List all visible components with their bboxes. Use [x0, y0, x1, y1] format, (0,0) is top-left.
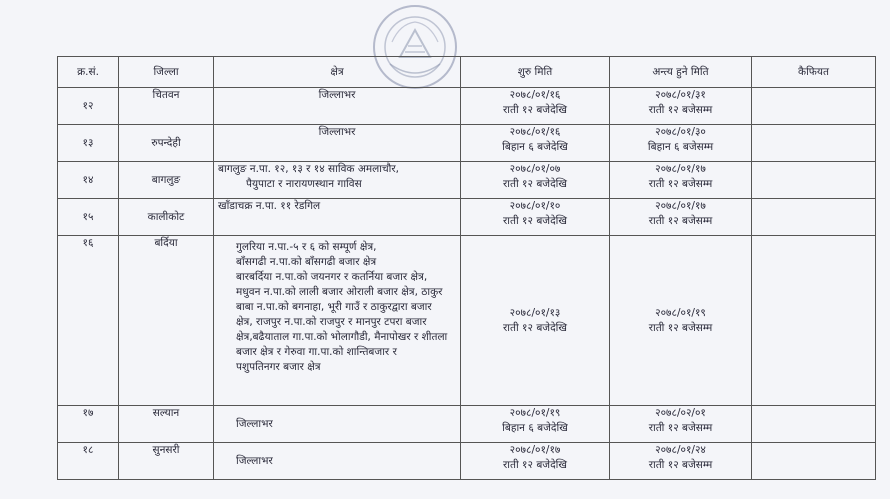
- row-area: [214, 236, 461, 406]
- row-district: बागलुङ: [119, 162, 214, 199]
- row-district: सल्यान: [119, 406, 214, 443]
- end-date: २०७८/०२/०१: [655, 407, 706, 419]
- area-line: क्षेत्र, राजपुर न.पा.को राजपुर र मानपुर टपरा बजार: [236, 316, 427, 328]
- start-date: २०७८/०१/१६: [509, 89, 561, 101]
- row-serial: १६: [58, 236, 119, 406]
- row-remarks: [752, 199, 876, 236]
- table-header-row: [58, 57, 876, 88]
- table-row: [58, 162, 876, 199]
- row-serial: १२: [58, 88, 119, 125]
- row-district: चितवन: [119, 88, 214, 125]
- row-start: [461, 406, 610, 443]
- start-date: २०७८/०१/१७: [509, 444, 561, 456]
- end-date: २०७८/०१/१७: [655, 163, 706, 175]
- area-line: पशुपतिनगर बजार क्षेत्र: [236, 361, 321, 373]
- area-line: पैयुपाटा र नारायणस्थान गाविस: [246, 178, 362, 190]
- start-date: २०७८/०१/१०: [509, 200, 561, 212]
- end-time: बिहान ६ बजेसम्म: [647, 141, 714, 153]
- start-time: बिहान ६ बजेदेखि: [502, 422, 568, 434]
- header-start-date: शुरु मिति: [461, 57, 610, 88]
- row-end: [610, 443, 752, 480]
- row-area: जिल्लाभर: [214, 443, 461, 480]
- row-district: कालीकोट: [119, 199, 214, 236]
- row-serial: १७: [58, 406, 119, 443]
- end-date: २०७८/०१/१९: [655, 306, 706, 319]
- area-line: क्षेत्र,बढैयाताल गा.पा.को भोलागौडी, मैनापोखर र शीतला: [236, 331, 448, 343]
- header-district: जिल्ला: [119, 57, 214, 88]
- start-time: राती १२ बजेदेखि: [503, 215, 567, 227]
- row-remarks: [752, 125, 876, 162]
- table-row: [58, 88, 876, 125]
- row-area: जिल्लाभर: [214, 406, 461, 443]
- row-district: रुपन्देही: [119, 125, 214, 162]
- start-date: २०७८/०१/०७: [509, 163, 561, 175]
- row-start: [461, 236, 610, 406]
- area-line: मधुवन न.पा.को लाली बजार ओराली बजार क्षेत्र, ठाकुर: [236, 286, 443, 298]
- area-line: बाबा न.पा.को बगनाहा, भूरी गाउँ र ठाकुरद्वारा बजार: [236, 301, 432, 313]
- end-date: २०७८/०१/२४: [655, 444, 706, 456]
- table-row: [58, 199, 876, 236]
- end-time: राती १२ बजेसम्म: [648, 178, 713, 190]
- end-date: २०७८/०१/३१: [655, 89, 706, 101]
- area-schedule-table: [57, 56, 876, 480]
- table-row: [58, 406, 876, 443]
- row-area: जिल्लाभर: [214, 88, 461, 125]
- start-date: २०७८/०१/१९: [509, 407, 561, 419]
- area-line: बागलुङ न.पा. १२, १३ र १४ साविक अमलाचौर,: [218, 163, 399, 175]
- area-line: बजार क्षेत्र र गेरुवा गा.पा.को शान्तिबजार र: [236, 346, 397, 358]
- area-line: गुलरिया न.पा.-५ र ६ को सम्पूर्ण क्षेत्र,: [236, 241, 377, 253]
- row-end: [610, 88, 752, 125]
- table-row: [58, 236, 876, 406]
- row-start: [461, 88, 610, 125]
- row-start: [461, 162, 610, 199]
- end-date: २०७८/०१/३०: [655, 126, 706, 138]
- start-time: बिहान ६ बजेदेखि: [502, 141, 568, 153]
- row-start: [461, 199, 610, 236]
- end-time: राती १२ बजेसम्म: [648, 215, 713, 227]
- area-line: बाँसगढी न.पा.को बाँसगढी बजार क्षेत्र: [236, 256, 377, 268]
- row-remarks: [752, 443, 876, 480]
- start-time: राती १२ बजेदेखि: [503, 104, 567, 116]
- header-area: क्षेत्र: [214, 57, 461, 88]
- row-remarks: [752, 162, 876, 199]
- row-start: [461, 125, 610, 162]
- row-serial: १३: [58, 125, 119, 162]
- row-district: सुनसरी: [119, 443, 214, 480]
- end-time: राती १२ बजेसम्म: [648, 321, 713, 334]
- row-serial: १४: [58, 162, 119, 199]
- row-remarks: [752, 406, 876, 443]
- end-time: राती १२ बजेसम्म: [648, 422, 713, 434]
- end-time: राती १२ बजेसम्म: [648, 104, 713, 116]
- start-time: राती १२ बजेदेखि: [503, 459, 567, 471]
- table-row: [58, 443, 876, 480]
- row-area: खाँडाचक्र न.पा. ११ रेडगिल: [214, 199, 461, 236]
- header-serial: क्र.सं.: [58, 57, 119, 88]
- end-date: २०७८/०१/१७: [655, 200, 706, 212]
- area-line: बारबर्दिया न.पा.को जयनगर र कतर्निया बजार क्षेत्र,: [236, 271, 428, 283]
- row-end: [610, 125, 752, 162]
- start-date: २०७८/०१/१६: [509, 126, 561, 138]
- row-end: [610, 236, 752, 406]
- row-serial: १५: [58, 199, 119, 236]
- start-time: राती १२ बजेदेखि: [503, 321, 567, 334]
- header-end-date: अन्त्य हुने मिति: [610, 57, 752, 88]
- row-remarks: [752, 88, 876, 125]
- start-date: २०७८/०१/१३: [509, 306, 561, 319]
- row-district: बर्दिया: [119, 236, 214, 406]
- row-end: [610, 199, 752, 236]
- row-end: [610, 406, 752, 443]
- table-row: [58, 125, 876, 162]
- row-area: जिल्लाभर: [214, 125, 461, 162]
- row-serial: १८: [58, 443, 119, 480]
- row-area: [214, 162, 461, 199]
- end-time: राती १२ बजेसम्म: [648, 459, 713, 471]
- header-remarks: कैफियत: [752, 57, 876, 88]
- row-start: [461, 443, 610, 480]
- row-remarks: [752, 236, 876, 406]
- row-end: [610, 162, 752, 199]
- start-time: राती १२ बजेदेखि: [503, 178, 567, 190]
